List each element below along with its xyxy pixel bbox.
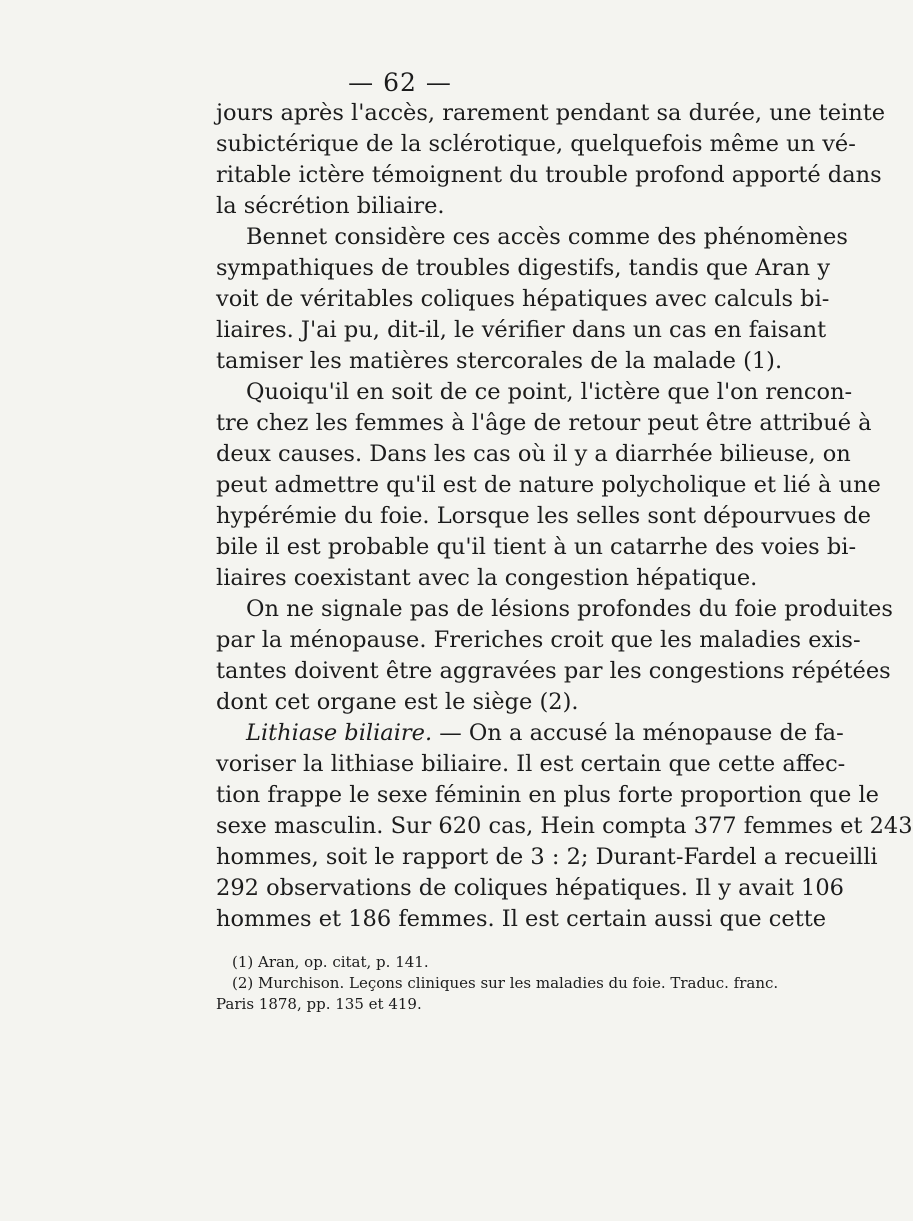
text-line: subictérique de la sclérotique, quelquefois même un vé- [216, 131, 856, 157]
text-line: la sécrétion biliaire. [216, 193, 445, 219]
text-line: Quoiqu'il en soit de ce point, l'ictère que l'on rencon- [246, 379, 853, 405]
text-line: dont cet organe est le siège (2). [216, 689, 579, 715]
footnote: Paris 1878, pp. 135 et 419. [216, 995, 422, 1013]
text-line: ritable ictère témoignent du trouble profond apporté dans [216, 162, 882, 188]
text-line: bile il est probable qu'il tient à un catarrhe des voies bi- [216, 534, 857, 560]
text-line: liaires. J'ai pu, dit-il, le vérifier dans un cas en faisant [216, 317, 827, 343]
text-line: peut admettre qu'il est de nature polycholique et lié à une [216, 472, 881, 498]
text-line: hommes et 186 femmes. Il est certain aussi que cette [216, 906, 827, 932]
text-line: deux causes. Dans les cas où il y a diarrhée bilieuse, on [216, 441, 851, 467]
text-line: sexe masculin. Sur 620 cas, Hein compta 377 femmes et 243 [216, 813, 913, 839]
text-line: voit de véritables coliques hépatiques avec calculs bi- [216, 286, 830, 312]
text-line: tre chez les femmes à l'âge de retour peut être attribué à [216, 410, 872, 436]
text-line: liaires coexistant avec la congestion hépatique. [216, 565, 758, 591]
text-line: — On a accusé la ménopause de fa- [432, 720, 844, 746]
text-line: tantes doivent être aggravées par les congestions répétées [216, 658, 891, 684]
footnote: (2) Murchison. Leçons cliniques sur les maladies du foie. Traduc. franc. [232, 974, 779, 992]
text-line: 292 observations de coliques hépatiques. Il y avait 106 [216, 875, 844, 901]
text-line: On ne signale pas de lésions profondes du foie produites [246, 596, 893, 622]
footnote: (1) Aran, op. citat, p. 141. [232, 953, 429, 971]
text-line: hommes, soit le rapport de 3 : 2; Durant-Fardel a recueilli [216, 844, 878, 870]
lithiase-paragraph-start [246, 719, 844, 747]
text-line: jours après l'accès, rarement pendant sa durée, une teinte [216, 100, 886, 126]
text-line: par la ménopause. Freriches croit que les maladies exis- [216, 627, 861, 653]
text-line: tamiser les matières stercorales de la malade (1). [216, 348, 783, 374]
page-number: — 62 — [348, 68, 452, 97]
text-line: Bennet considère ces accès comme des phénomènes [246, 224, 848, 250]
section-heading-lithiase: Lithiase biliaire. [246, 720, 433, 746]
text-line: sympathiques de troubles digestifs, tandis que Aran y [216, 255, 831, 281]
text-line: hypérémie du foie. Lorsque les selles sont dépourvues de [216, 503, 871, 529]
text-line: voriser la lithiase biliaire. Il est certain que cette affec- [216, 751, 846, 777]
text-line: tion frappe le sexe féminin en plus forte proportion que le [216, 782, 879, 808]
